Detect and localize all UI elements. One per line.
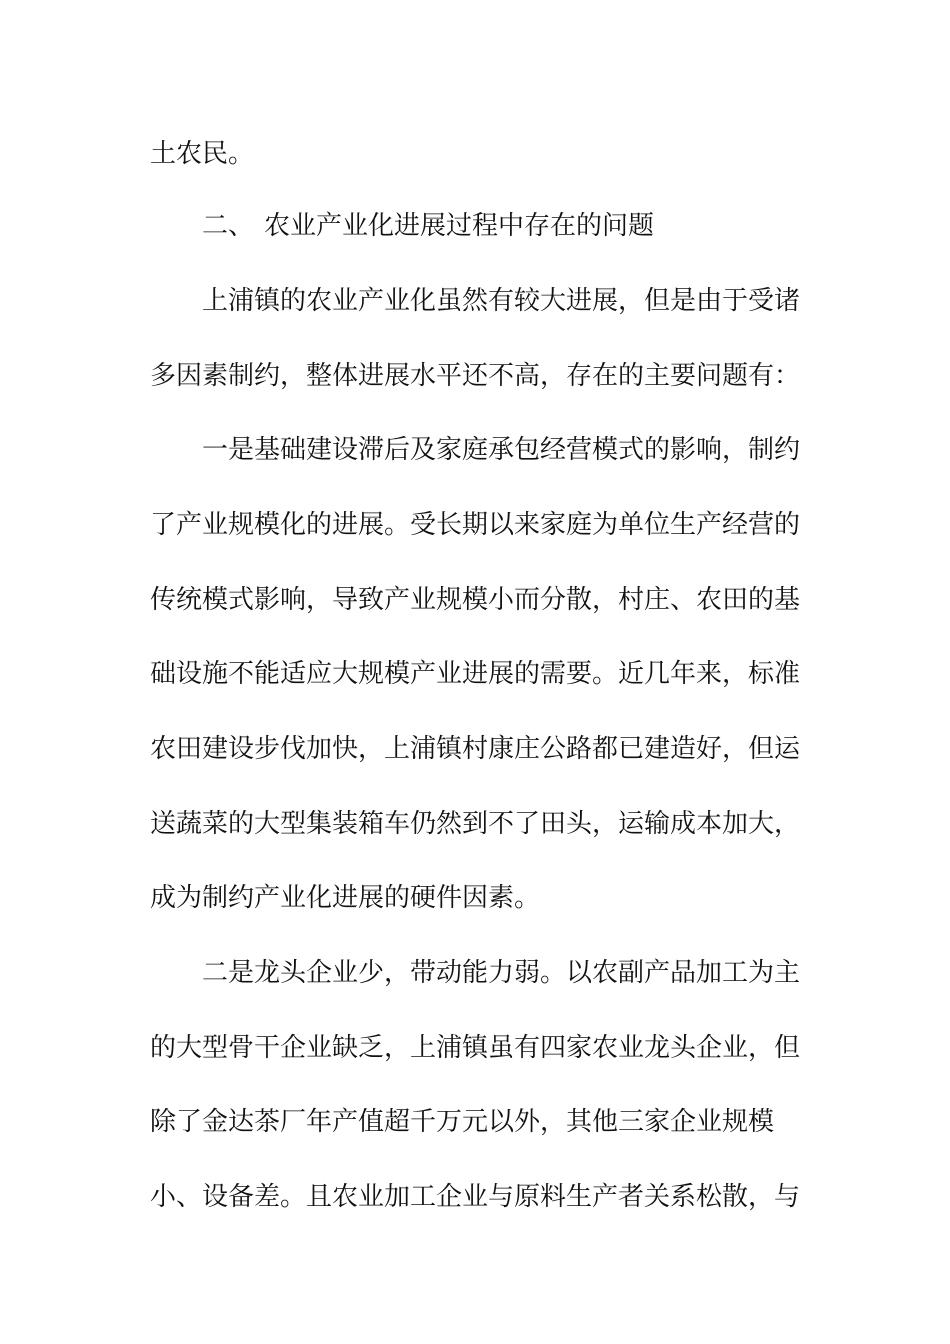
text-line: 土农民。 <box>150 139 255 169</box>
text-line: 送蔬菜的大型集装箱车仍然到不了田头，运输成本加大， <box>150 809 801 839</box>
text-line: 传统模式影响，导致产业规模小而分散，村庄、农田的基 <box>150 585 801 615</box>
section-heading <box>202 210 862 242</box>
text-line: 础设施不能适应大规模产业进展的需要。近几年来，标准 <box>150 659 801 689</box>
text-line: 二是龙头企业少，带动能力弱。以农副产品加工为主 <box>202 958 801 988</box>
text-line: 了产业规模化的进展。受长期以来家庭为单位生产经营的 <box>150 510 801 540</box>
text-line: 多因素制约，整体进展水平还不高，存在的主要问题有： <box>150 361 801 391</box>
text-line: 小、设备差。且农业加工企业与原料生产者关系松散，与 <box>150 1182 801 1212</box>
text-line: 上浦镇的农业产业化虽然有较大进展，但是由于受诸 <box>202 286 801 316</box>
text-line: 一是基础建设滞后及家庭承包经营模式的影响，制约 <box>202 435 801 465</box>
text-line: 除了金达茶厂年产值超千万元以外，其他三家企业规模 <box>150 1107 775 1137</box>
section-heading-text: 农业产业化进展过程中存在的问题 <box>264 211 655 241</box>
text-line: 农田建设步伐加快，上浦镇村康庄公路都已建造好，但运 <box>150 734 801 764</box>
text-line: 的大型骨干企业缺乏，上浦镇虽有四家农业龙头企业，但 <box>150 1033 801 1063</box>
section-heading-number: 二、 <box>202 211 255 241</box>
text-line: 成为制约产业化进展的硬件因素。 <box>150 883 541 913</box>
